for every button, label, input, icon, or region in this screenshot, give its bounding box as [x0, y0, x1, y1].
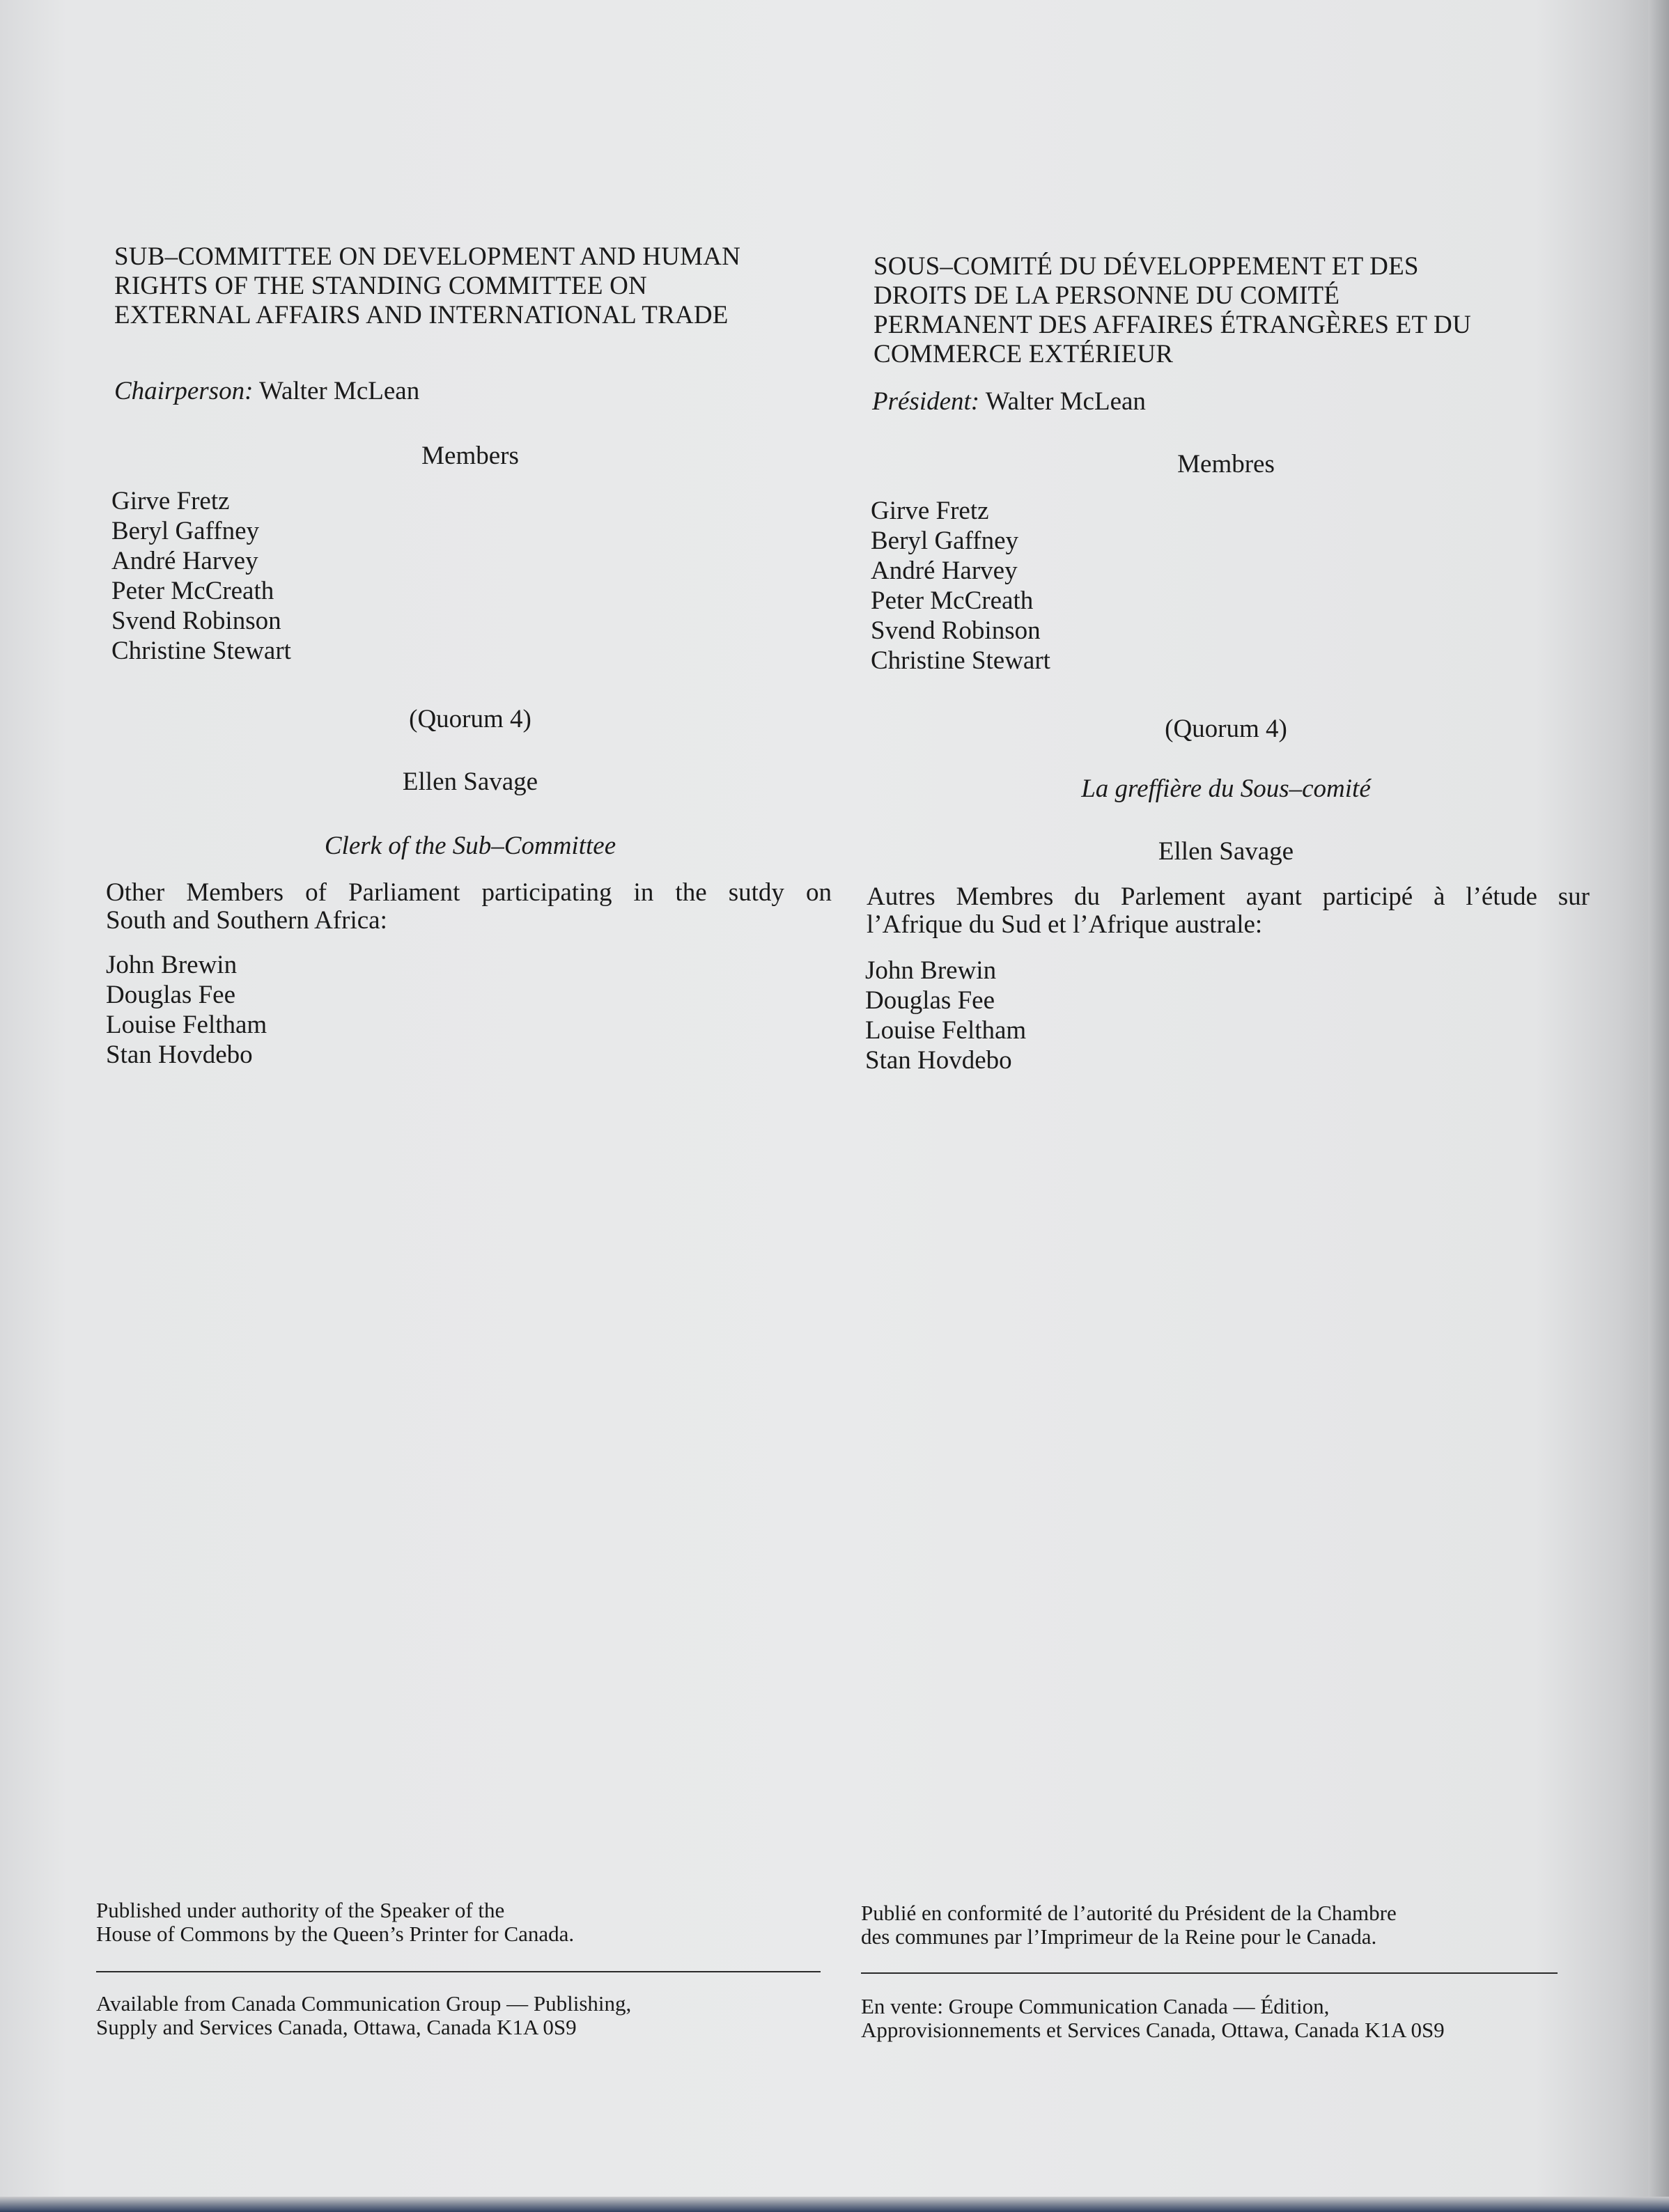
page-edge-shadow: [1648, 0, 1669, 2212]
members-list-fr: [871, 496, 1050, 676]
heading-line: COMMERCE EXTÉRIEUR: [874, 340, 1174, 368]
footer-line: Approvisionnements et Services Canada, Ottawa, Canada K1A 0S9: [861, 2018, 1445, 2042]
committee-heading-fr: [874, 252, 1471, 369]
members-label-fr: Membres: [1177, 450, 1275, 478]
para-line: South and Southern Africa:: [106, 906, 387, 935]
member-name: Douglas Fee: [865, 986, 995, 1015]
member-name: Louise Feltham: [106, 1011, 267, 1039]
member-name: André Harvey: [871, 556, 1018, 585]
member-name: Douglas Fee: [106, 981, 235, 1009]
footer-line: En vente: Groupe Communication Canada — Édition,: [861, 1994, 1330, 2018]
footer-line: Publié en conformité de l’autorité du Président de la Chambre: [861, 1901, 1397, 1925]
members-list-en: [111, 486, 291, 666]
heading-line: DROITS DE LA PERSONNE DU COMITÉ: [874, 281, 1340, 310]
para-line: Autres Membres du Parlement ayant participé à l’étude sur: [867, 882, 1590, 911]
footer-line: Available from Canada Communication Group — Publishing,: [96, 1991, 632, 2016]
chairperson-name: Walter McLean: [259, 377, 420, 405]
published-notice-fr: [861, 1901, 1397, 1949]
chairperson-en: [114, 377, 419, 406]
member-name: Svend Robinson: [111, 607, 281, 635]
binding-edge: [0, 2197, 1669, 2212]
member-name: Peter McCreath: [111, 577, 274, 605]
member-name: Girve Fretz: [111, 487, 230, 515]
footer-line: House of Commons by the Queen’s Printer for Canada.: [96, 1922, 575, 1946]
president-fr: [872, 387, 1146, 416]
member-name: Christine Stewart: [871, 646, 1050, 675]
member-name: Stan Hovdebo: [865, 1046, 1012, 1075]
clerk-title-en: Clerk of the Sub–Committee: [324, 832, 616, 860]
para-line: Other Members of Parliament participating in the sutdy on: [106, 878, 832, 907]
members-label-en: Members: [421, 442, 519, 470]
english-column: [96, 0, 836, 2212]
footer-divider-fr: [861, 1972, 1558, 1974]
para-line: l’Afrique du Sud et l’Afrique australe:: [867, 910, 1263, 939]
heading-line: SOUS–COMITÉ DU DÉVELOPPEMENT ET DES: [874, 252, 1419, 281]
other-members-intro-en: [106, 879, 832, 935]
availability-notice-en: [96, 1992, 631, 2039]
member-name: Beryl Gaffney: [871, 527, 1018, 555]
heading-line: SUB–COMMITTEE ON DEVELOPMENT AND HUMAN: [114, 242, 741, 271]
member-name: John Brewin: [865, 956, 997, 985]
president-label: Président:: [872, 387, 980, 416]
member-name: Stan Hovdebo: [106, 1041, 253, 1069]
chairperson-label: Chairperson:: [114, 377, 254, 405]
member-name: Christine Stewart: [111, 637, 291, 665]
clerk-name-en: Ellen Savage: [402, 768, 538, 796]
heading-line: EXTERNAL AFFAIRS AND INTERNATIONAL TRADE: [114, 301, 729, 329]
member-name: Peter McCreath: [871, 586, 1034, 615]
footer-line: Published under authority of the Speaker of the: [96, 1898, 505, 1922]
member-name: André Harvey: [111, 547, 258, 575]
quorum-en: (Quorum 4): [409, 705, 531, 733]
member-name: Louise Feltham: [865, 1016, 1027, 1045]
clerk-title-fr: La greffière du Sous–comité: [1081, 774, 1371, 803]
heading-line: RIGHTS OF THE STANDING COMMITTEE ON: [114, 272, 647, 300]
member-name: Beryl Gaffney: [111, 517, 259, 545]
french-column: [861, 0, 1590, 2212]
quorum-fr: (Quorum 4): [1165, 715, 1287, 743]
footer-line: des communes par l’Imprimeur de la Reine pour le Canada.: [861, 1924, 1377, 1949]
footer-line: Supply and Services Canada, Ottawa, Canada K1A 0S9: [96, 2015, 577, 2039]
president-name: Walter McLean: [985, 387, 1146, 416]
member-name: John Brewin: [106, 951, 238, 979]
availability-notice-fr: [861, 1995, 1445, 2042]
member-name: Svend Robinson: [871, 616, 1041, 645]
published-notice-en: [96, 1899, 574, 1946]
other-members-intro-fr: [867, 883, 1590, 939]
other-members-list-fr: [865, 956, 1026, 1075]
footer-divider-en: [96, 1971, 821, 1972]
heading-line: PERMANENT DES AFFAIRES ÉTRANGÈRES ET DU: [874, 311, 1471, 339]
committee-heading-en: [114, 242, 740, 330]
other-members-list-en: [106, 950, 267, 1070]
member-name: Girve Fretz: [871, 497, 989, 525]
clerk-name-fr: Ellen Savage: [1158, 837, 1294, 866]
